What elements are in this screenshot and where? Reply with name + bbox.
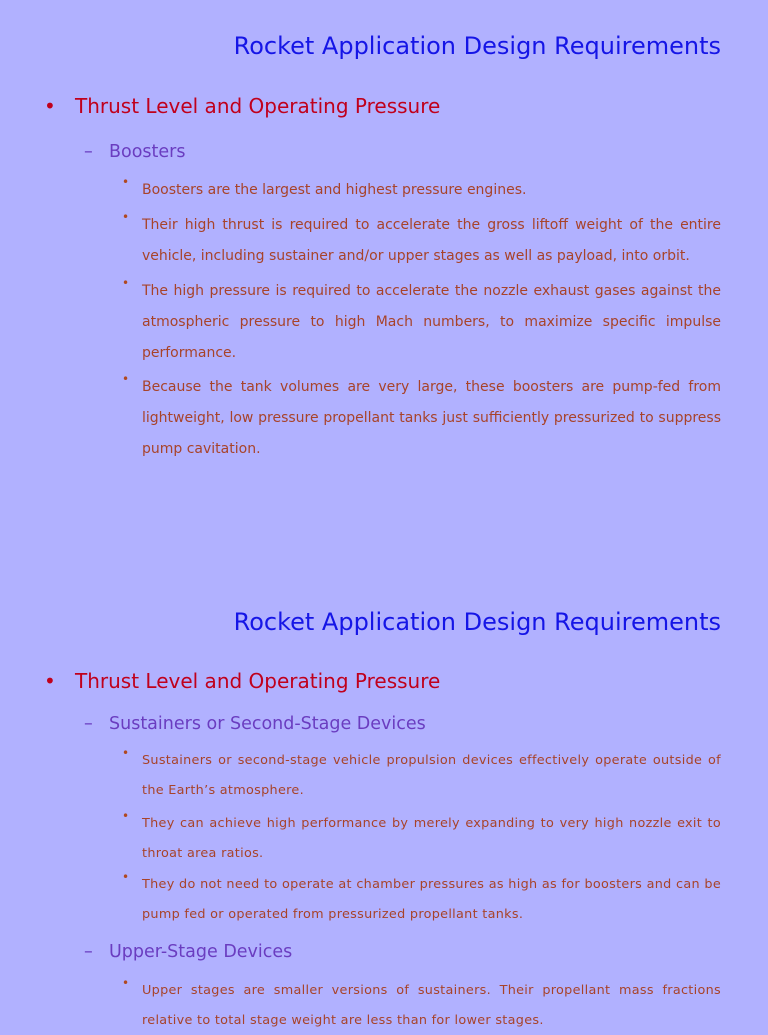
level3-bullet bbox=[122, 746, 721, 805]
level3-bullet bbox=[122, 175, 721, 206]
bullet-marker: • bbox=[44, 94, 56, 118]
bullet-text: The high pressure is required to accelerate the nozzle exhaust gases against the atmospheric pressure to high Mach numbers, to maximize specific impulse performance. bbox=[142, 283, 721, 361]
subheading: Boosters bbox=[109, 142, 186, 162]
bullet-marker: • bbox=[44, 669, 56, 693]
level3-bullet bbox=[122, 976, 721, 1035]
bullet-heading: Thrust Level and Operating Pressure bbox=[75, 94, 441, 118]
level3-bullet bbox=[122, 276, 721, 369]
bullet-marker: • bbox=[122, 210, 130, 224]
level2-bullet bbox=[84, 942, 292, 962]
level2-bullet bbox=[84, 714, 426, 734]
bullet-text: Boosters are the largest and highest pressure engines. bbox=[142, 182, 527, 198]
level3-bullet bbox=[122, 372, 721, 465]
slide-2 bbox=[0, 576, 768, 1028]
slide-title: Rocket Application Design Requirements bbox=[233, 608, 721, 636]
bullet-text: They can achieve high performance by merely expanding to very high nozzle exit to throat area ratios. bbox=[142, 816, 721, 861]
dash-marker: – bbox=[84, 142, 93, 162]
bullet-text: Their high thrust is required to accelerate the gross liftoff weight of the entire vehicle, including sustainer and/or upper stages as well as payload, into orbit. bbox=[142, 217, 721, 264]
level3-bullet bbox=[122, 809, 721, 868]
subheading: Sustainers or Second-Stage Devices bbox=[109, 714, 426, 734]
bullet-text: They do not need to operate at chamber pressures as high as for boosters and can be pump fed or operated from pressurized propellant tanks. bbox=[142, 877, 721, 922]
bullet-marker: • bbox=[122, 976, 130, 990]
bullet-marker: • bbox=[122, 372, 130, 386]
subheading: Upper-Stage Devices bbox=[109, 942, 293, 962]
level1-bullet bbox=[44, 94, 440, 118]
level3-bullet bbox=[122, 210, 721, 272]
slide-title: Rocket Application Design Requirements bbox=[233, 32, 721, 60]
level1-bullet bbox=[44, 669, 440, 693]
bullet-marker: • bbox=[122, 276, 130, 290]
level3-bullet bbox=[122, 870, 721, 929]
bullet-marker: • bbox=[122, 870, 130, 884]
bullet-text: Sustainers or second-stage vehicle propulsion devices effectively operate outside of the Earth’s atmosphere. bbox=[142, 753, 721, 798]
bullet-heading: Thrust Level and Operating Pressure bbox=[75, 669, 441, 693]
dash-marker: – bbox=[84, 942, 93, 962]
bullet-marker: • bbox=[122, 175, 130, 189]
bullet-text: Upper stages are smaller versions of sustainers. Their propellant mass fractions relative to total stage weight are less than for lower stages. bbox=[142, 983, 721, 1028]
dash-marker: – bbox=[84, 714, 93, 734]
bullet-marker: • bbox=[122, 809, 130, 823]
bullet-text: Because the tank volumes are very large, these boosters are pump-fed from lightweight, low pressure propellant tanks just sufficiently pressurized to suppress pump cavitation. bbox=[142, 379, 721, 457]
bullet-marker: • bbox=[122, 746, 130, 760]
level2-bullet bbox=[84, 142, 185, 162]
